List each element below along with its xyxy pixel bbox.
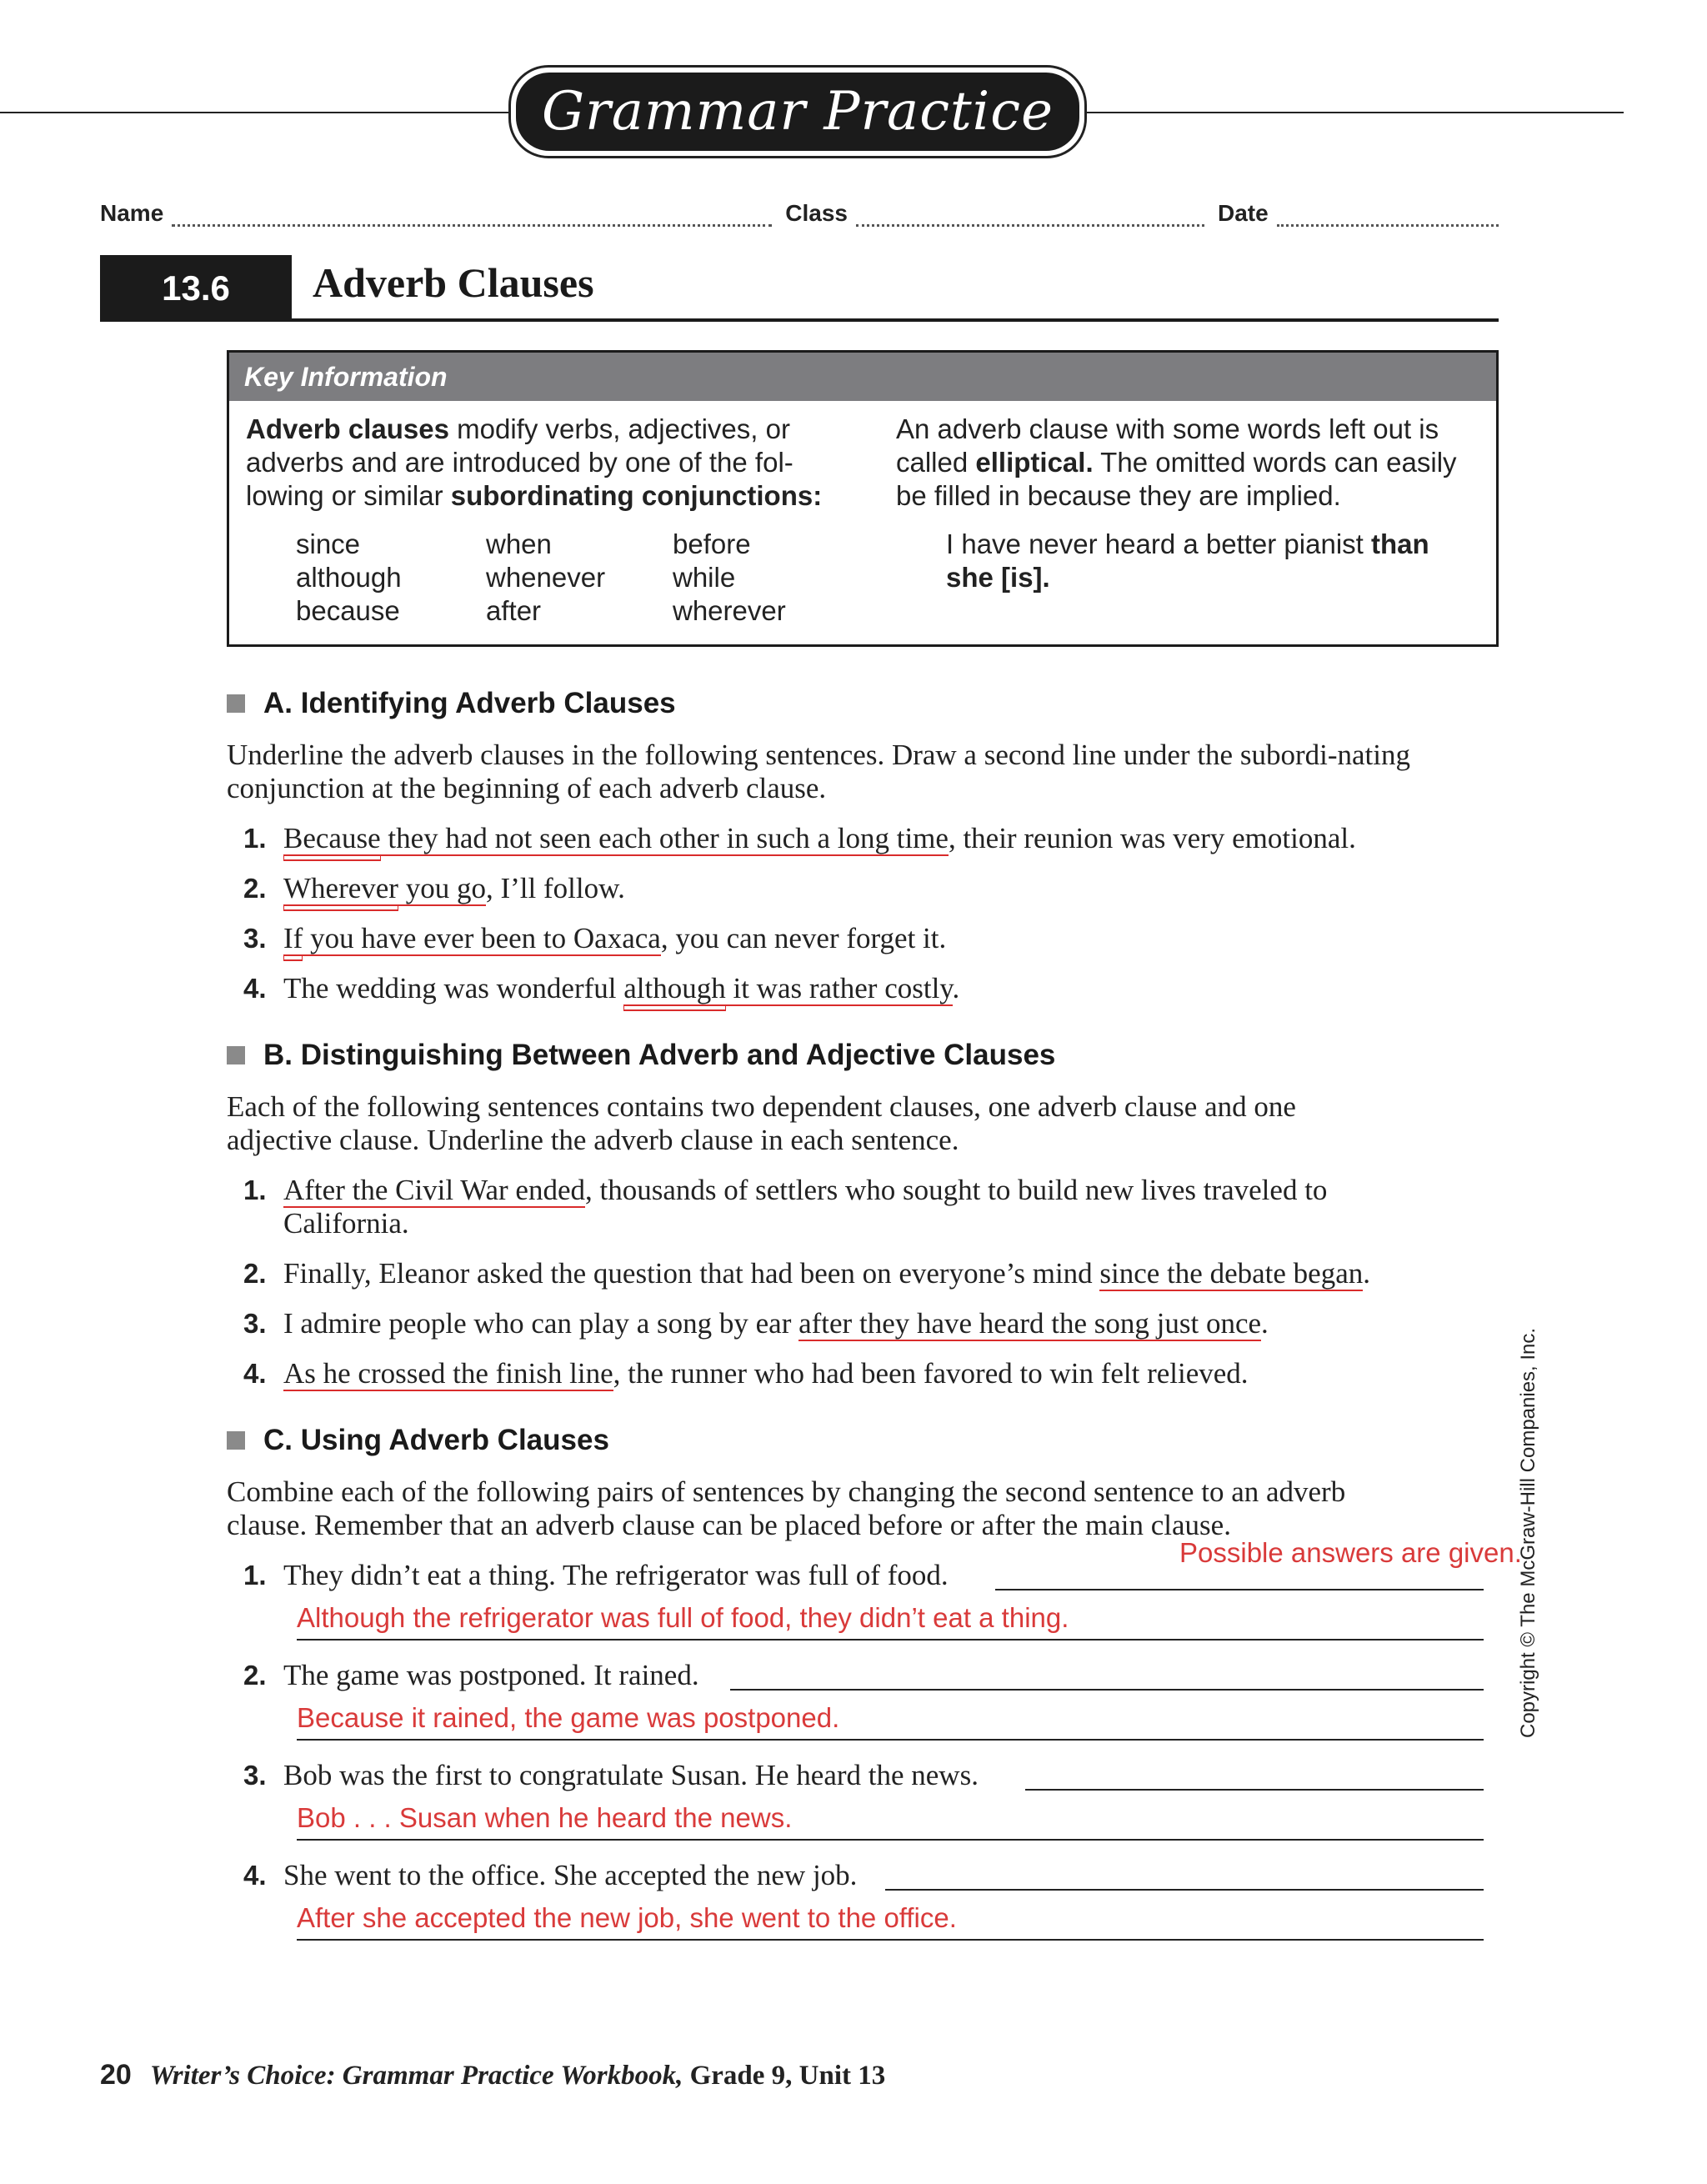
sentence-start: The wedding was wonderful (283, 972, 624, 1004)
section-title: Adverb Clauses (313, 259, 594, 306)
conjunctions-list (296, 528, 839, 628)
key-information-box (227, 350, 1499, 647)
conjunction: before (673, 528, 751, 559)
item-number: 2. (243, 873, 267, 904)
answer-text: After she accepted the new job, she went to the office. (297, 1902, 957, 1933)
clause-underline: you go (398, 872, 486, 904)
sentence-start: I admire people who can play a song by ear (283, 1307, 799, 1340)
sentence-rest: , thousands of settlers who sought to build new lives traveled to (584, 1174, 1328, 1206)
book-title: Writer’s Choice: Grammar Practice Workbook, (149, 2061, 683, 2091)
part-c-heading-text: C. Using Adverb Clauses (263, 1424, 609, 1456)
sentence-rest: , the runner who had been favored to win felt relieved. (613, 1357, 1249, 1390)
item-number: 3. (243, 1760, 267, 1791)
answer-line[interactable] (885, 1889, 1484, 1891)
name-field[interactable] (172, 206, 772, 227)
conjunction: when (486, 528, 552, 559)
elliptical-example (946, 528, 1463, 594)
part-a-item (243, 922, 946, 955)
part-c-prompt (243, 1659, 699, 1692)
conjunction: whenever (486, 562, 606, 593)
clause-underline: As he crossed the finish line (283, 1357, 613, 1390)
section-rule (292, 318, 1499, 322)
prompt-text: The game was postponed. It rained. (283, 1659, 699, 1691)
part-b-heading (227, 1039, 1055, 1072)
class-label: Class (785, 200, 848, 226)
example-bold: than she [is]. (946, 528, 1429, 593)
part-c-instructions: Combine each of the following pairs of sentences by changing the second sentence to an adverb clause. Remember that an adverb clause can be placed before or after the main clause. (227, 1475, 1346, 1541)
answer-line[interactable] (297, 1639, 1484, 1641)
item-number: 4. (243, 1358, 267, 1389)
item-number: 3. (243, 1308, 267, 1339)
banner-title: Grammar Practice (516, 73, 1079, 151)
elliptical-intro: An adverb clause with some words left out is called (896, 413, 1439, 478)
part-c-prompt (243, 1559, 949, 1592)
sentence-start: Finally, Eleanor asked the question that had been on everyone’s mind (283, 1257, 1100, 1290)
page-number: 20 (100, 2059, 132, 2091)
sentence-rest: , their reunion was very emotional. (948, 822, 1356, 854)
item-number: 4. (243, 973, 267, 1004)
part-c-prompt (243, 1759, 979, 1792)
elliptical-body: The omitted words can easily be filled in because they are implied. (896, 447, 1457, 511)
item-number: 1. (243, 1175, 267, 1205)
answer-text: Although the refrigerator was full of food, they didn’t eat a thing. (297, 1602, 1069, 1633)
date-field[interactable] (1277, 206, 1499, 227)
part-c-heading (227, 1424, 609, 1457)
sentence-continuation: California. (283, 1207, 409, 1240)
conjunction: while (673, 562, 736, 593)
grammar-practice-banner (508, 65, 1087, 158)
conjunction-underline: If (283, 922, 303, 954)
clause-underline: they had not seen each other in such a long time (380, 822, 949, 854)
part-b-instructions: Each of the following sentences contains two dependent clauses, one adverb clause and one adjective clause. Underline the adverb clause in each sentence. (227, 1090, 1296, 1156)
part-b-item (243, 1357, 1249, 1390)
key-information-heading: Key Information (229, 353, 1496, 401)
prompt-text: She went to the office. She accepted the new job. (283, 1859, 858, 1891)
name-label: Name (100, 200, 164, 226)
possible-answers-note: Possible answers are given. (1179, 1537, 1522, 1568)
answer-line[interactable] (297, 1939, 1484, 1941)
name-class-date-row (100, 193, 1499, 227)
example-text: I have never heard a better pianist (946, 528, 1371, 559)
part-a-instructions: Underline the adverb clauses in the following sentences. Draw a second line under the subordi-nating conjunction at the beginning of each adverb clause. (227, 739, 1410, 804)
prompt-text: They didn’t eat a thing. The refrigerator was full of food. (283, 1559, 949, 1591)
sentence-rest: . (1363, 1257, 1370, 1290)
key-info-left-text (246, 413, 829, 513)
sentence-rest: , you can never forget it. (660, 922, 947, 954)
answer-line[interactable] (297, 1839, 1484, 1841)
clause-underline: you have ever been to Oaxaca (303, 922, 661, 954)
conjunction: since (296, 528, 361, 559)
conjunction-underline: Wherever (283, 872, 398, 904)
part-b-item (243, 1257, 1370, 1290)
section-number: 13.6 (100, 255, 292, 322)
answer-line[interactable] (730, 1689, 1484, 1691)
conjunction: wherever (673, 595, 786, 626)
conjunction-underline: Because (283, 822, 381, 854)
part-b-item (243, 1174, 1460, 1240)
answer-text: Bob . . . Susan when he heard the news. (297, 1802, 793, 1833)
conjunction-underline: although (623, 972, 726, 1004)
square-bullet-icon (227, 1046, 245, 1064)
item-number: 1. (243, 823, 267, 854)
clause-underline: since the debate began (1099, 1257, 1364, 1290)
item-number: 3. (243, 923, 267, 954)
sentence-rest: . (1261, 1307, 1269, 1340)
conjunction: although (296, 562, 402, 593)
answer-line[interactable] (297, 1739, 1484, 1741)
key-info-right-text (896, 413, 1479, 513)
part-a-heading (227, 687, 676, 720)
part-c-prompt (243, 1859, 857, 1892)
sentence-rest: . (952, 972, 960, 1004)
conjunction: because (296, 595, 400, 626)
answer-line[interactable] (995, 1589, 1484, 1590)
part-a-item (243, 822, 1356, 855)
class-field[interactable] (856, 206, 1204, 227)
part-a-item (243, 972, 959, 1005)
item-number: 2. (243, 1258, 267, 1289)
key-term-elliptical: elliptical. (975, 447, 1094, 478)
part-a-item (243, 872, 625, 905)
item-number: 4. (243, 1860, 267, 1891)
answer-text: Because it rained, the game was postponed. (297, 1702, 840, 1733)
part-b-heading-text: B. Distinguishing Between Adverb and Adjective Clauses (263, 1039, 1056, 1071)
item-number: 1. (243, 1560, 267, 1590)
prompt-text: Bob was the first to congratulate Susan. He heard the news. (283, 1759, 979, 1791)
square-bullet-icon (227, 1431, 245, 1450)
answer-line[interactable] (1025, 1789, 1484, 1791)
square-bullet-icon (227, 694, 245, 713)
item-number: 2. (243, 1660, 267, 1691)
key-term-subordinating-conjunctions: subordinating conjunctions: (450, 480, 823, 511)
clause-underline: after they have heard the song just once (798, 1307, 1262, 1340)
grade-unit: Grade 9, Unit 13 (683, 2061, 886, 2091)
conjunction: after (486, 595, 542, 626)
date-label: Date (1217, 200, 1269, 226)
sentence-rest: , I’ll follow. (485, 872, 625, 904)
clause-underline: After the Civil War ended (283, 1174, 585, 1206)
copyright-notice: Copyright © The McGraw-Hill Companies, Inc. (1517, 1327, 1539, 1738)
key-term-adverb-clauses: Adverb clauses (246, 413, 449, 444)
part-a-heading-text: A. Identifying Adverb Clauses (263, 687, 676, 719)
part-b-item (243, 1307, 1269, 1340)
clause-underline: it was rather costly (725, 972, 953, 1004)
key-info-left-body: modify verbs, adjectives, or adverbs and are introduced by one of the fol-lowing or similar (246, 413, 793, 511)
page-footer (100, 2059, 885, 2091)
